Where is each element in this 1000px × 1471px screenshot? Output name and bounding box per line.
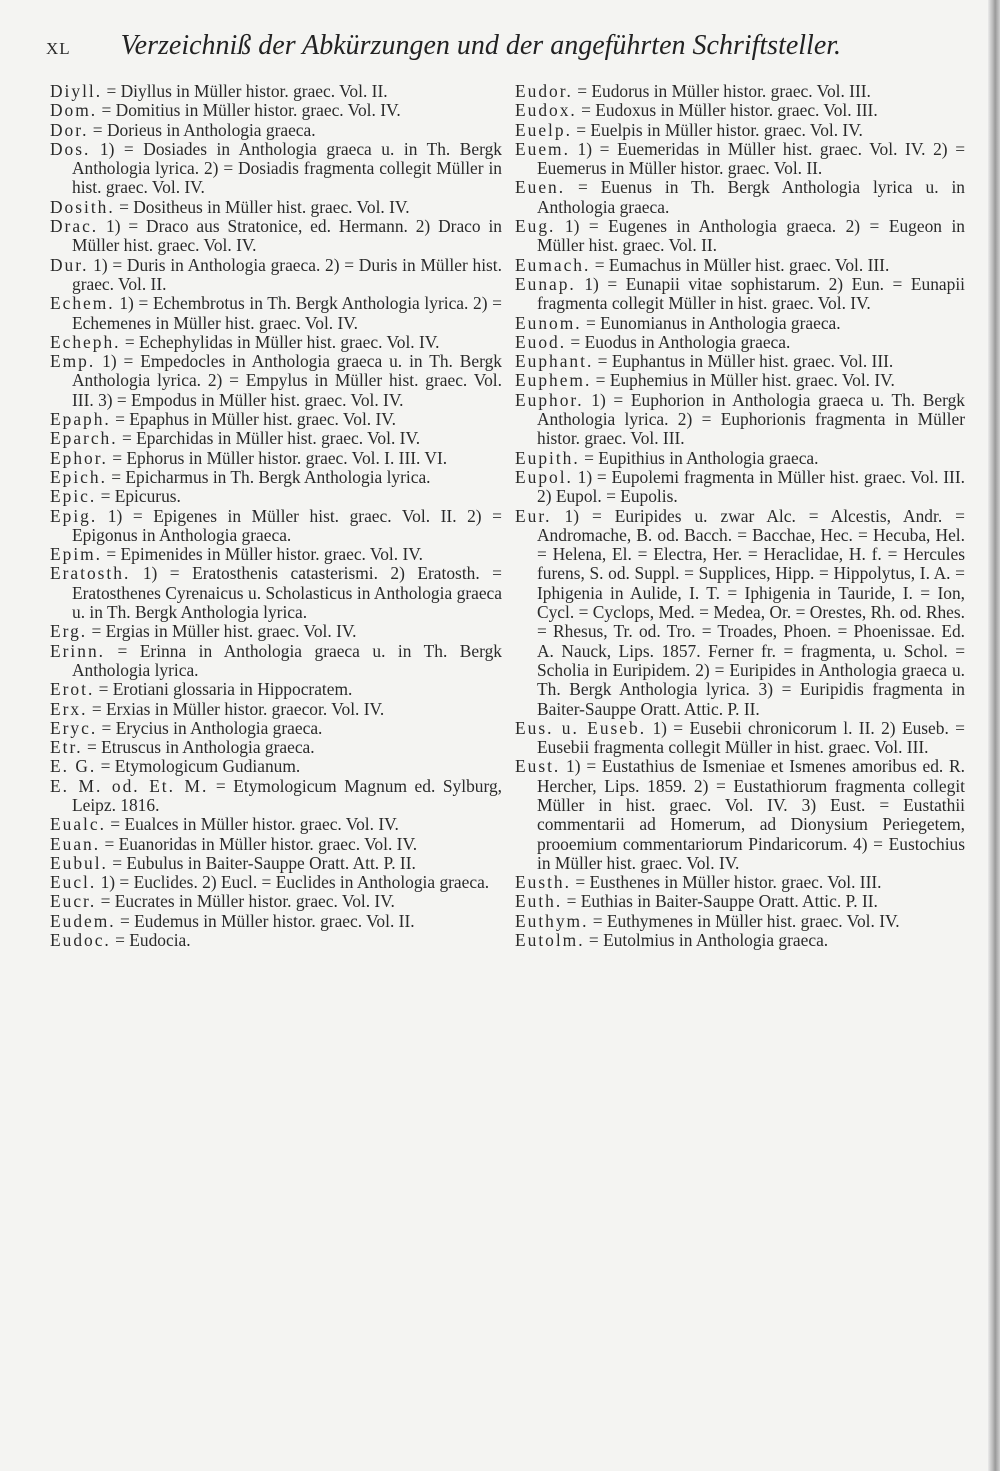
entry-expansion: = Ergias in Müller hist. graec. Vol. IV. [91,621,357,642]
entry-abbreviation: Eparch. [50,428,118,449]
abbreviation-entry [50,700,502,719]
entry-abbreviation: Eupol. [515,466,573,487]
abbreviation-entry [50,82,502,101]
entry-abbreviation: E. M. od. Et. M. [50,775,209,796]
entry-abbreviation: Eus. u. Euseb. [515,717,647,738]
abbreviation-entry [50,854,502,873]
entry-abbreviation: Eupith. [515,447,580,468]
entry-expansion: 1) = Eunapii vitae sophistarum. 2) Eun. = Eunapii fragmenta collegit Müller in hist. graec. Vol. IV. [537,273,965,314]
entry-expansion: = Domitius in Müller histor. graec. Vol. IV. [101,100,401,121]
entry-expansion: = Epicurus. [100,486,181,507]
abbreviation-entry [515,314,965,333]
entry-abbreviation: Epig. [50,505,98,526]
abbreviation-entry [515,719,965,758]
entry-expansion: = Euodus in Anthologia graeca. [570,331,791,352]
abbreviation-entry [50,140,502,198]
entry-expansion: 1) = Draco aus Stratonice, ed. Hermann. 2) Draco in Müller hist. graec. Vol. IV. [72,216,502,256]
entry-expansion: = Euphemius in Müller hist. graec. Vol. IV. [595,370,895,391]
entry-abbreviation: Eumach. [515,254,591,275]
abbreviation-entry [50,757,502,776]
entry-abbreviation: Euem. [515,138,570,159]
entry-abbreviation: Eratosth. [50,563,131,584]
entry-expansion: 1) = Euemeridas in Müller hist. graec. Vol. IV. 2) = Euemerus in Müller histor. graec. Vol. II. [537,138,965,179]
abbreviation-entry [50,815,502,834]
entry-abbreviation: Eutolm. [515,930,585,951]
abbreviation-entry [515,333,965,352]
abbreviation-entry [515,507,965,719]
entry-expansion: = Ephorus in Müller histor. graec. Vol. I. III. VI. [112,447,448,468]
entry-abbreviation: Euth. [515,891,563,912]
abbreviation-entry [515,892,965,911]
entry-abbreviation: Euan. [50,833,101,854]
abbreviation-entry [515,757,965,873]
abbreviation-entry [50,487,502,506]
abbreviation-entry [50,256,502,295]
abbreviation-entry [50,931,502,950]
abbreviation-entry [515,101,965,120]
abbreviation-entry [515,931,965,950]
entry-expansion: 1) = Euripides u. zwar Alc. = Alcestis, Andr. = Andromache, B. od. Bacch. = Bacchae, Hec. = Hecuba, Hel. = Helena, El. = Electra, Her. = Heraclidae, H. f. = Hercules furens, S. od. Suppl. = Supplices, Hipp. = Hippolytus, I. A. = Iphigenia in Aulide, I. T. = Iphigenia in Tauride, I. = Ion, Cycl. = Cyclops, Med. = Medea, Or. = Orestes, Rh. od. Rhes. = Rhesus, Tr. od. Tro. = Troades, Phoen. = Phoenissae. Ed. A. Nauck, Lips. 1857. Ferner fr. = fragmenta, u. Schol. = Scholia in Euripidem. 2) = Euripides in Anthologia graeca u. Th. Bergk Anthologia lyrica. 3) = Euripidis fragmenta in Baiter-Sauppe Oratt. Attic. P. II. [537,505,965,719]
entry-abbreviation: Euen. [515,177,566,198]
abbreviation-entry [515,391,965,449]
entry-expansion: = Etymologicum Magnum ed. Sylburg, Leipz. 1816. [72,775,502,815]
entry-abbreviation: Eur. [515,505,552,526]
entry-abbreviation: Drac. [50,216,99,237]
entry-expansion: = Eudocia. [115,930,191,951]
entry-expansion: 1) = Eustathius de Ismeniae et Ismenes amoribus ed. R. Hercher, Lips. 1859. 2) = Eustathiorum fragmenta collegit Müller in hist. graec. Vol. IV. 3) Eust. = Eustathii commentarii ad Homerum, ad Dionysium Periegetem, prooemium commentariorum Pindaricorum. 4) = Eustochius in Müller hist. graec. Vol. IV. [537,756,965,873]
entry-expansion: 1) = Eratosthenis catasterismi. 2) Eratosth. = Eratosthenes Cyrenaicus u. Scholasticus in Anthologia graeca u. in Th. Bergk Anthologia lyrica. [72,563,502,623]
entry-expansion: = Dorieus in Anthologia graeca. [92,119,316,140]
entry-abbreviation: Eucl. [50,872,97,893]
entry-expansion: = Eparchidas in Müller hist. graec. Vol. IV. [121,428,421,449]
abbreviation-entry [50,198,502,217]
abbreviation-entry [515,275,965,314]
entry-expansion: 1) = Epigenes in Müller hist. graec. Vol. II. 2) = Epigonus in Anthologia graeca. [72,505,502,545]
entry-abbreviation: Eucr. [50,891,97,912]
abbreviation-entry [515,140,965,179]
abbreviation-entry [50,507,502,546]
entry-expansion: = Etymologicum Gudianum. [100,756,301,777]
abbreviation-entry [515,82,965,101]
abbreviation-entry [50,738,502,757]
entry-expansion: 1) = Eusebii chronicorum l. II. 2) Euseb. = Eusebii fragmenta collegit Müller in hist. graec. Vol. III. [537,717,965,758]
abbreviation-entry [50,121,502,140]
entry-abbreviation: Eudoc. [50,930,111,951]
entry-abbreviation: Eubul. [50,852,108,873]
right-column [515,82,965,950]
abbreviation-entry [50,873,502,892]
entry-expansion: = Epaphus in Müller hist. graec. Vol. IV. [115,409,396,430]
entry-expansion: = Euthymenes in Müller hist. graec. Vol. IV. [592,910,900,931]
entry-expansion: = Erotiani glossaria in Hippocratem. [98,679,353,700]
entry-abbreviation: Epim. [50,544,103,565]
entry-abbreviation: Dur. [50,254,89,275]
entry-abbreviation: Erx. [50,698,88,719]
entry-expansion: = Epicharmus in Th. Bergk Anthologia lyrica. [111,466,431,487]
entry-abbreviation: Epaph. [50,409,111,430]
abbreviation-entry [515,912,965,931]
abbreviation-entry [50,642,502,681]
abbreviation-entry [515,371,965,390]
entry-abbreviation: E. G. [50,756,97,777]
abbreviation-entry [50,777,502,816]
entry-abbreviation: Dom. [50,100,98,121]
entry-expansion: = Euelpis in Müller histor. graec. Vol. IV. [576,119,863,140]
abbreviation-entry [515,256,965,275]
left-column [50,82,502,950]
entry-expansion: = Eudorus in Müller histor. graec. Vol. III. [577,81,871,101]
abbreviation-entry [50,719,502,738]
entry-expansion: = Euanoridas in Müller histor. graec. Vol. IV. [104,833,418,854]
entry-abbreviation: Eust. [515,756,561,777]
running-title: Verzeichniß der Abkürzungen und der angeführten Schriftsteller. [120,30,842,61]
entry-abbreviation: Euphem. [515,370,592,391]
abbreviation-entry [50,217,502,256]
abbreviation-entry [515,121,965,140]
entry-expansion: = Dositheus in Müller hist. graec. Vol. IV. [119,196,410,217]
entry-abbreviation: Eusth. [515,872,571,893]
abbreviation-entry [515,352,965,371]
entry-abbreviation: Dor. [50,119,89,140]
entry-expansion: = Erxias in Müller histor. graecor. Vol. IV. [91,698,385,719]
entry-abbreviation: Etr. [50,737,83,758]
abbreviation-entry [515,468,965,507]
entry-abbreviation: Eug. [515,216,556,237]
entry-expansion: 1) = Euphorion in Anthologia graeca u. Th. Bergk Anthologia lyrica. 2) = Euphorionis fragmenta in Müller histor. graec. Vol. III. [537,389,965,449]
abbreviation-entry [515,449,965,468]
entry-expansion: = Diyllus in Müller histor. graec. Vol. II. [106,81,388,101]
abbreviation-entry [50,622,502,641]
entry-abbreviation: Diyll. [50,81,103,101]
entry-abbreviation: Eualc. [50,814,106,835]
entry-expansion: = Eualces in Müller histor. graec. Vol. IV. [110,814,399,835]
abbreviation-entry [50,468,502,487]
entry-expansion: = Euthias in Baiter-Sauppe Oratt. Attic. P. II. [566,891,878,912]
entry-expansion: = Eupithius in Anthologia graeca. [584,447,819,468]
entry-expansion: = Eudemus in Müller histor. graec. Vol. II. [119,910,415,931]
entry-abbreviation: Ephor. [50,447,108,468]
entry-abbreviation: Eudem. [50,910,116,931]
entry-expansion: 1) = Dosiades in Anthologia graeca u. in Th. Bergk Anthologia lyrica. 2) = Dosiadis fragmenta collegit Müller in hist. graec. Vol. IV. [72,138,502,198]
abbreviation-entry [50,352,502,410]
entry-expansion: = Erinna in Anthologia graeca u. in Th. Bergk Anthologia lyrica. [72,640,502,680]
abbreviation-entry [50,449,502,468]
entry-abbreviation: Euphant. [515,351,594,372]
entry-expansion: = Echephylidas in Müller hist. graec. Vol. IV. [124,331,440,352]
entry-abbreviation: Epic. [50,486,97,507]
entry-abbreviation: Dos. [50,138,91,159]
entry-expansion: 1) = Echembrotus in Th. Bergk Anthologia lyrica. 2) = Echemenes in Müller hist. graec. Vol. IV. [72,293,502,333]
abbreviation-entry [50,410,502,429]
page-gutter-shadow [988,0,1000,1471]
entry-expansion: 1) = Eugenes in Anthologia graeca. 2) = Eugeon in Müller hist. graec. Vol. II. [537,216,965,256]
abbreviation-entry [50,892,502,911]
entry-abbreviation: Eunom. [515,312,582,333]
entry-expansion: = Euenus in Th. Bergk Anthologia lyrica u. in Anthologia graeca. [537,177,965,217]
entry-expansion: = Eutolmius in Anthologia graeca. [588,930,829,951]
entry-abbreviation: Euphor. [515,389,584,410]
entry-abbreviation: Dosith. [50,196,115,217]
abbreviation-entry [50,101,502,120]
entry-expansion: 1) = Euclides. 2) Eucl. = Euclides in Anthologia graeca. [100,872,490,893]
entry-abbreviation: Eryc. [50,717,98,738]
entry-abbreviation: Erg. [50,621,88,642]
page-number: XL [46,39,71,58]
entry-expansion: 1) = Duris in Anthologia graeca. 2) = Duris in Müller hist. graec. Vol. II. [72,254,502,294]
entry-abbreviation: Euthym. [515,910,589,931]
entry-expansion: = Etruscus in Anthologia graeca. [87,737,315,758]
abbreviation-entry [50,835,502,854]
abbreviation-entry [50,564,502,622]
entry-abbreviation: Echeph. [50,331,121,352]
abbreviation-entry [50,545,502,564]
entry-abbreviation: Emp. [50,351,96,372]
abbreviation-entry [515,178,965,217]
abbreviation-entry [515,873,965,892]
abbreviation-entry [50,294,502,333]
entry-expansion: = Eucrates in Müller histor. graec. Vol. IV. [100,891,395,912]
abbreviation-entry [50,680,502,699]
entry-expansion: = Eudoxus in Müller histor. graec. Vol. III. [581,100,878,121]
entry-abbreviation: Eunap. [515,273,576,294]
abbreviation-entry [515,217,965,256]
entry-expansion: = Eubulus in Baiter-Sauppe Oratt. Att. P. II. [112,852,416,873]
entry-abbreviation: Erot. [50,679,95,700]
abbreviation-entry [50,912,502,931]
entry-expansion: = Eusthenes in Müller histor. graec. Vol. III. [575,872,882,893]
entry-expansion: = Eunomianus in Anthologia graeca. [585,312,841,333]
entry-abbreviation: Eudor. [515,81,573,101]
entry-abbreviation: Euelp. [515,119,572,140]
entry-abbreviation: Epich. [50,466,107,487]
abbreviation-entry [50,429,502,448]
entry-abbreviation: Euod. [515,331,567,352]
entry-expansion: = Epimenides in Müller histor. graec. Vol. IV. [106,544,423,565]
entry-expansion: = Eumachus in Müller hist. graec. Vol. III. [594,254,890,275]
page-header [46,28,946,72]
entry-expansion: = Erycius in Anthologia graeca. [101,717,323,738]
entry-abbreviation: Erinn. [50,640,105,661]
entry-abbreviation: Eudox. [515,100,577,121]
entry-expansion: 1) = Empedocles in Anthologia graeca u. in Th. Bergk Anthologia lyrica. 2) = Empylus in Müller hist. graec. Vol. III. 3) = Empodus in Müller hist. graec. Vol. IV. [72,351,502,410]
abbreviation-entry [50,333,502,352]
entry-expansion: 1) = Eupolemi fragmenta in Müller hist. graec. Vol. III. 2) Eupol. = Eupolis. [537,466,965,507]
entry-expansion: = Euphantus in Müller hist. graec. Vol. III. [597,351,894,372]
entry-abbreviation: Echem. [50,293,115,314]
